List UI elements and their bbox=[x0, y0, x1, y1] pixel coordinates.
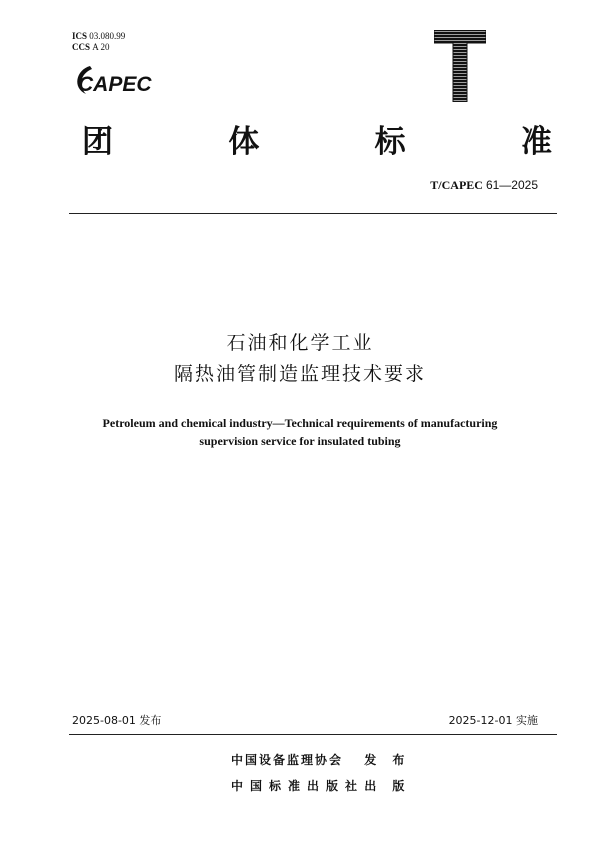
ics-label: ICS bbox=[72, 31, 88, 41]
capec-logo bbox=[70, 58, 162, 102]
standard-type-char: 准 bbox=[520, 124, 552, 160]
standard-number bbox=[430, 178, 538, 192]
standard-type-heading bbox=[82, 124, 552, 160]
publisher-role: 出 版 bbox=[364, 779, 411, 793]
header-divider bbox=[69, 213, 557, 214]
publisher-row bbox=[231, 752, 410, 768]
standard-type-char: 标 bbox=[374, 124, 406, 160]
standard-type-char: 体 bbox=[228, 124, 260, 160]
logo-text: CAPEC bbox=[78, 73, 152, 96]
ccs-classification bbox=[72, 42, 110, 53]
english-title bbox=[0, 414, 600, 450]
ccs-label: CCS bbox=[72, 42, 91, 52]
chinese-title bbox=[0, 328, 600, 390]
english-title-line-2: supervision service for insulated tubing bbox=[199, 434, 401, 448]
standard-type-char: 团 bbox=[82, 124, 113, 160]
publisher-role: 发 布 bbox=[364, 753, 411, 767]
publication-date: 2025-08-01 发布 bbox=[72, 714, 162, 727]
standard-number-value: 61—2025 bbox=[485, 178, 538, 192]
ics-classification bbox=[72, 31, 125, 42]
chinese-title-line-2: 隔热油管制造监理技术要求 bbox=[173, 363, 426, 385]
publisher-org: 中国标准出版社 bbox=[231, 779, 365, 793]
publisher-row bbox=[231, 778, 410, 794]
standard-number-prefix: T/CAPEC bbox=[430, 178, 483, 192]
implementation-date: 2025-12-01 实施 bbox=[448, 714, 538, 727]
chinese-title-line-1: 石油和化学工业 bbox=[226, 332, 374, 354]
ccs-code: A 20 bbox=[92, 42, 110, 52]
publisher-org: 中国设备监理协会 bbox=[231, 753, 344, 767]
ics-code: 03.080.99 bbox=[89, 31, 126, 41]
english-title-line-1: Petroleum and chemical industry—Technical requirements of manufacturing bbox=[102, 416, 498, 430]
standard-type-letter bbox=[434, 30, 486, 102]
footer-divider bbox=[69, 734, 557, 735]
